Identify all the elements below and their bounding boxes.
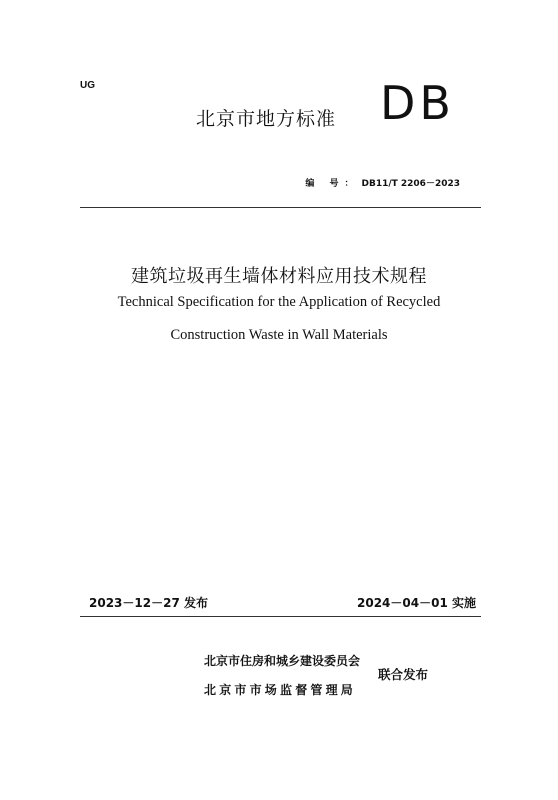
bottom-divider xyxy=(80,616,481,617)
issuer-housing-commission: 北京市住房和城乡建设委员会 xyxy=(204,654,361,668)
standard-number-label: 编 号： xyxy=(305,179,360,189)
standard-number-value: DB11/T 2206－2023 xyxy=(361,179,460,189)
implementation-date: 2024－04－01 实施 xyxy=(357,596,476,610)
top-divider xyxy=(80,207,481,208)
document-title-english-line2: Construction Waste in Wall Materials xyxy=(170,327,388,343)
standard-category-title: 北京市地方标准 xyxy=(196,108,337,130)
standard-number xyxy=(305,176,460,189)
db-logo-mark: DB xyxy=(380,76,455,130)
publish-date: 2023－12－27 发布 xyxy=(89,596,208,610)
document-title-english-line1: Technical Specification for the Application of Recycled xyxy=(117,294,441,310)
joint-issue-label: 联合发布 xyxy=(378,667,429,682)
classification-code: UG xyxy=(80,80,95,91)
issuer-market-regulation: 北京市市场监督管理局 xyxy=(204,683,357,697)
document-title-chinese: 建筑垃圾再生墙体材料应用技术规程 xyxy=(131,266,427,287)
